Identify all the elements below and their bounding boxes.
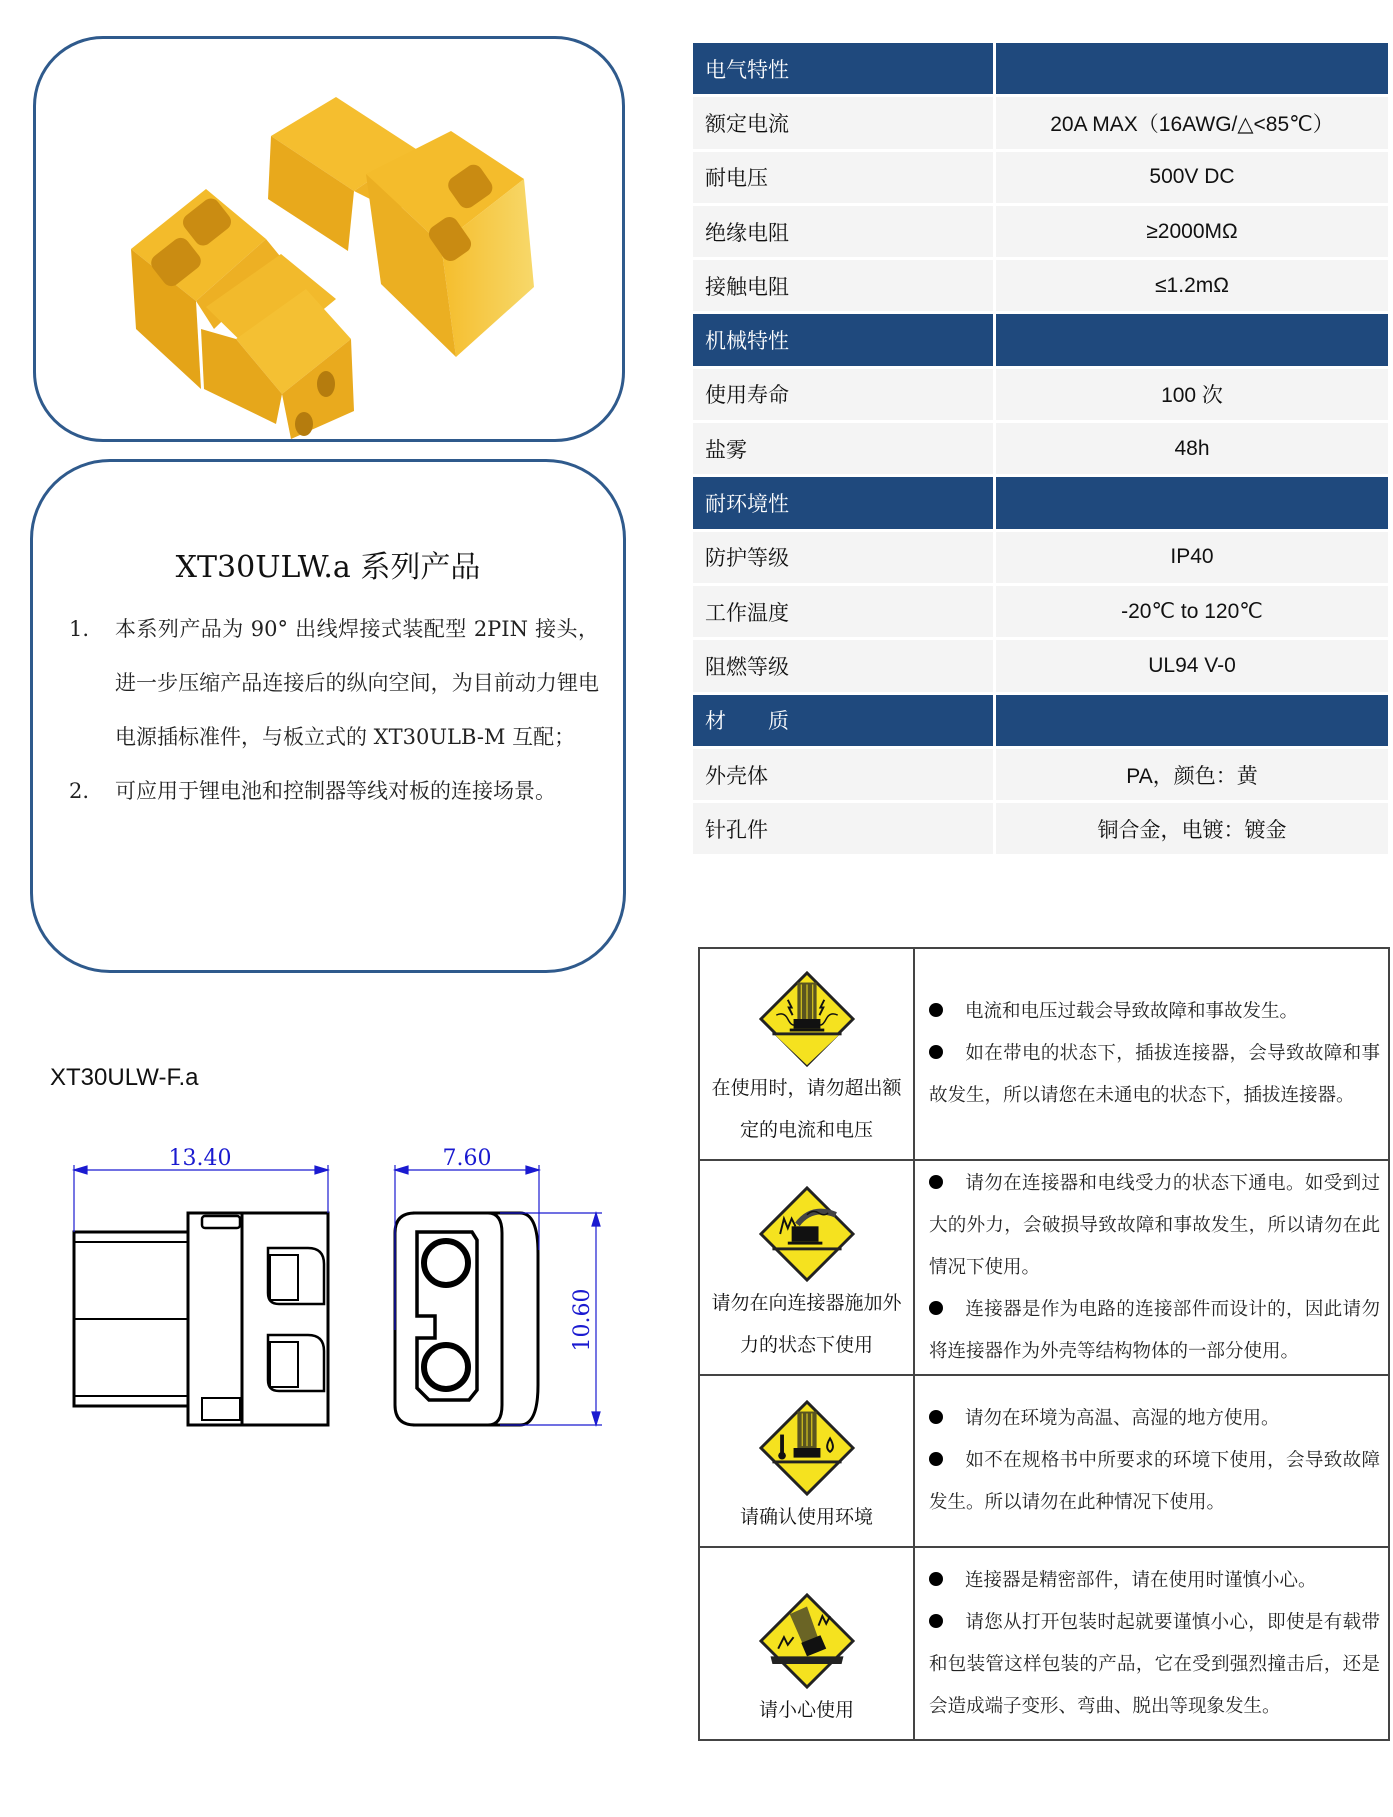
feature-number: 2.	[69, 779, 90, 803]
warning-bullet: 电流和电压过载会导致故障和事故发生。	[929, 991, 1380, 1033]
spec-label: 工作温度	[693, 586, 993, 637]
bullet-icon	[929, 1614, 943, 1628]
feature-text: 可应用于锂电池和控制器等线对板的连接场景。	[115, 779, 556, 803]
feature-item	[69, 602, 599, 764]
warning-icon-cell	[700, 949, 915, 1159]
section-header-blank	[996, 43, 1388, 94]
section-header-electrical: 电气特性	[693, 43, 993, 94]
spec-value: 20A MAX（16AWG/△<85℃）	[996, 97, 1388, 148]
spec-label: 阻燃等级	[693, 640, 993, 691]
bullet-icon	[929, 1003, 943, 1017]
warning-text-cell	[915, 1548, 1388, 1739]
bullet-icon	[929, 1175, 943, 1189]
warning-text-cell	[915, 949, 1388, 1159]
warning-bullet: 请勿在环境为高温、高湿的地方使用。	[929, 1398, 1380, 1440]
spec-value: 铜合金，电镀：镀金	[996, 803, 1388, 854]
usage-warnings-table	[698, 947, 1390, 1741]
spec-value: PA，颜色：黄	[996, 749, 1388, 800]
bullet-icon	[929, 1410, 943, 1424]
warning-icon-cell	[700, 1376, 915, 1546]
spec-value: ≤1.2mΩ	[996, 260, 1388, 311]
feature-number: 1.	[69, 617, 90, 641]
spec-table	[693, 43, 1388, 854]
spec-label: 防护等级	[693, 532, 993, 583]
spec-value: UL94 V-0	[996, 640, 1388, 691]
spec-label: 接触电阻	[693, 260, 993, 311]
section-header-environmental: 耐环境性	[693, 477, 993, 528]
section-header-blank	[996, 477, 1388, 528]
warning-icon-cell	[700, 1161, 915, 1374]
electric-overload-warning-icon	[759, 971, 855, 1067]
warning-bullet: 如不在规格书中所要求的环境下使用，会导致故障发生。所以请勿在此种情况下使用。	[929, 1450, 1380, 1513]
width-dimension-label: 7.60	[442, 1146, 492, 1171]
spec-label: 额定电流	[693, 97, 993, 148]
end-view	[395, 1213, 538, 1425]
bullet-icon	[929, 1572, 943, 1586]
spec-label: 针孔件	[693, 803, 993, 854]
warning-caption: 在使用时，请勿超出额定的电流和电压	[711, 1077, 902, 1141]
warning-bullet: 请您从打开包装时起就要谨慎小心，即使是有载带和包装管这样包装的产品，它在受到强烈撞击后，还是会造成端子变形、弯曲、脱出等现象发生。	[929, 1611, 1380, 1717]
warning-text-cell	[915, 1376, 1388, 1546]
warning-row	[700, 1546, 1388, 1739]
bullet-icon	[929, 1301, 943, 1315]
bullet-icon	[929, 1045, 943, 1059]
connector-photo	[36, 39, 622, 439]
warning-caption: 请勿在向连接器施加外力的状态下使用	[711, 1292, 902, 1356]
warning-row	[700, 1159, 1388, 1374]
warning-icon-cell	[700, 1548, 915, 1739]
spec-label: 绝缘电阻	[693, 206, 993, 257]
section-header-blank	[996, 314, 1388, 365]
length-dimension-label: 13.40	[168, 1146, 232, 1171]
warning-caption: 请小心使用	[758, 1699, 854, 1721]
warning-caption: 请确认使用环境	[739, 1506, 873, 1528]
warning-row	[700, 949, 1388, 1159]
spec-value: -20℃ to 120℃	[996, 586, 1388, 637]
section-header-blank	[996, 695, 1388, 746]
height-dimension-label: 10.60	[570, 1288, 595, 1352]
feature-item	[69, 764, 599, 818]
dimension-drawing	[0, 1120, 680, 1450]
section-header-material: 材 质	[693, 695, 993, 746]
spec-value: 100 次	[996, 369, 1388, 420]
warning-text-cell	[915, 1161, 1388, 1374]
feature-list	[69, 602, 599, 818]
product-description-card	[30, 459, 626, 973]
product-photo-frame	[33, 36, 625, 442]
feature-text: 本系列产品为 90° 出线焊接式装配型 2PIN 接头，进一步压缩产品连接后的纵向空间，为目前动力锂电电源插标准件，与板立式的 XT30ULB-M 互配；	[115, 617, 599, 749]
spec-label: 外壳体	[693, 749, 993, 800]
bullet-icon	[929, 1452, 943, 1466]
warning-bullet: 请勿在连接器和电线受力的状态下通电。如受到过大的外力，会破损导致故障和事故发生，所以请勿在此情况下使用。	[929, 1172, 1380, 1278]
spec-label: 盐雾	[693, 423, 993, 474]
spec-value: 500V DC	[996, 152, 1388, 203]
series-title: XT30ULW.a 系列产品	[175, 550, 481, 585]
spec-label: 使用寿命	[693, 369, 993, 420]
spec-value: 48h	[996, 423, 1388, 474]
spec-value: ≥2000MΩ	[996, 206, 1388, 257]
side-view	[74, 1213, 328, 1425]
environment-warning-icon	[759, 1400, 855, 1496]
spec-label: 耐电压	[693, 152, 993, 203]
model-label: XT30ULW-F.a	[50, 1064, 199, 1091]
warning-bullet: 连接器是精密部件，请在使用时谨慎小心。	[929, 1560, 1380, 1602]
section-header-mechanical: 机械特性	[693, 314, 993, 365]
handle-with-care-warning-icon	[759, 1593, 855, 1689]
spec-value: IP40	[996, 532, 1388, 583]
warning-bullet: 连接器是作为电路的连接部件而设计的，因此请勿将连接器作为外壳等结构物体的一部分使用。	[929, 1298, 1380, 1362]
warning-bullet: 如在带电的状态下，插拔连接器，会导致故障和事故发生，所以请您在未通电的状态下，插拔连接器。	[929, 1043, 1380, 1106]
external-force-warning-icon	[759, 1186, 855, 1282]
warning-row	[700, 1374, 1388, 1546]
